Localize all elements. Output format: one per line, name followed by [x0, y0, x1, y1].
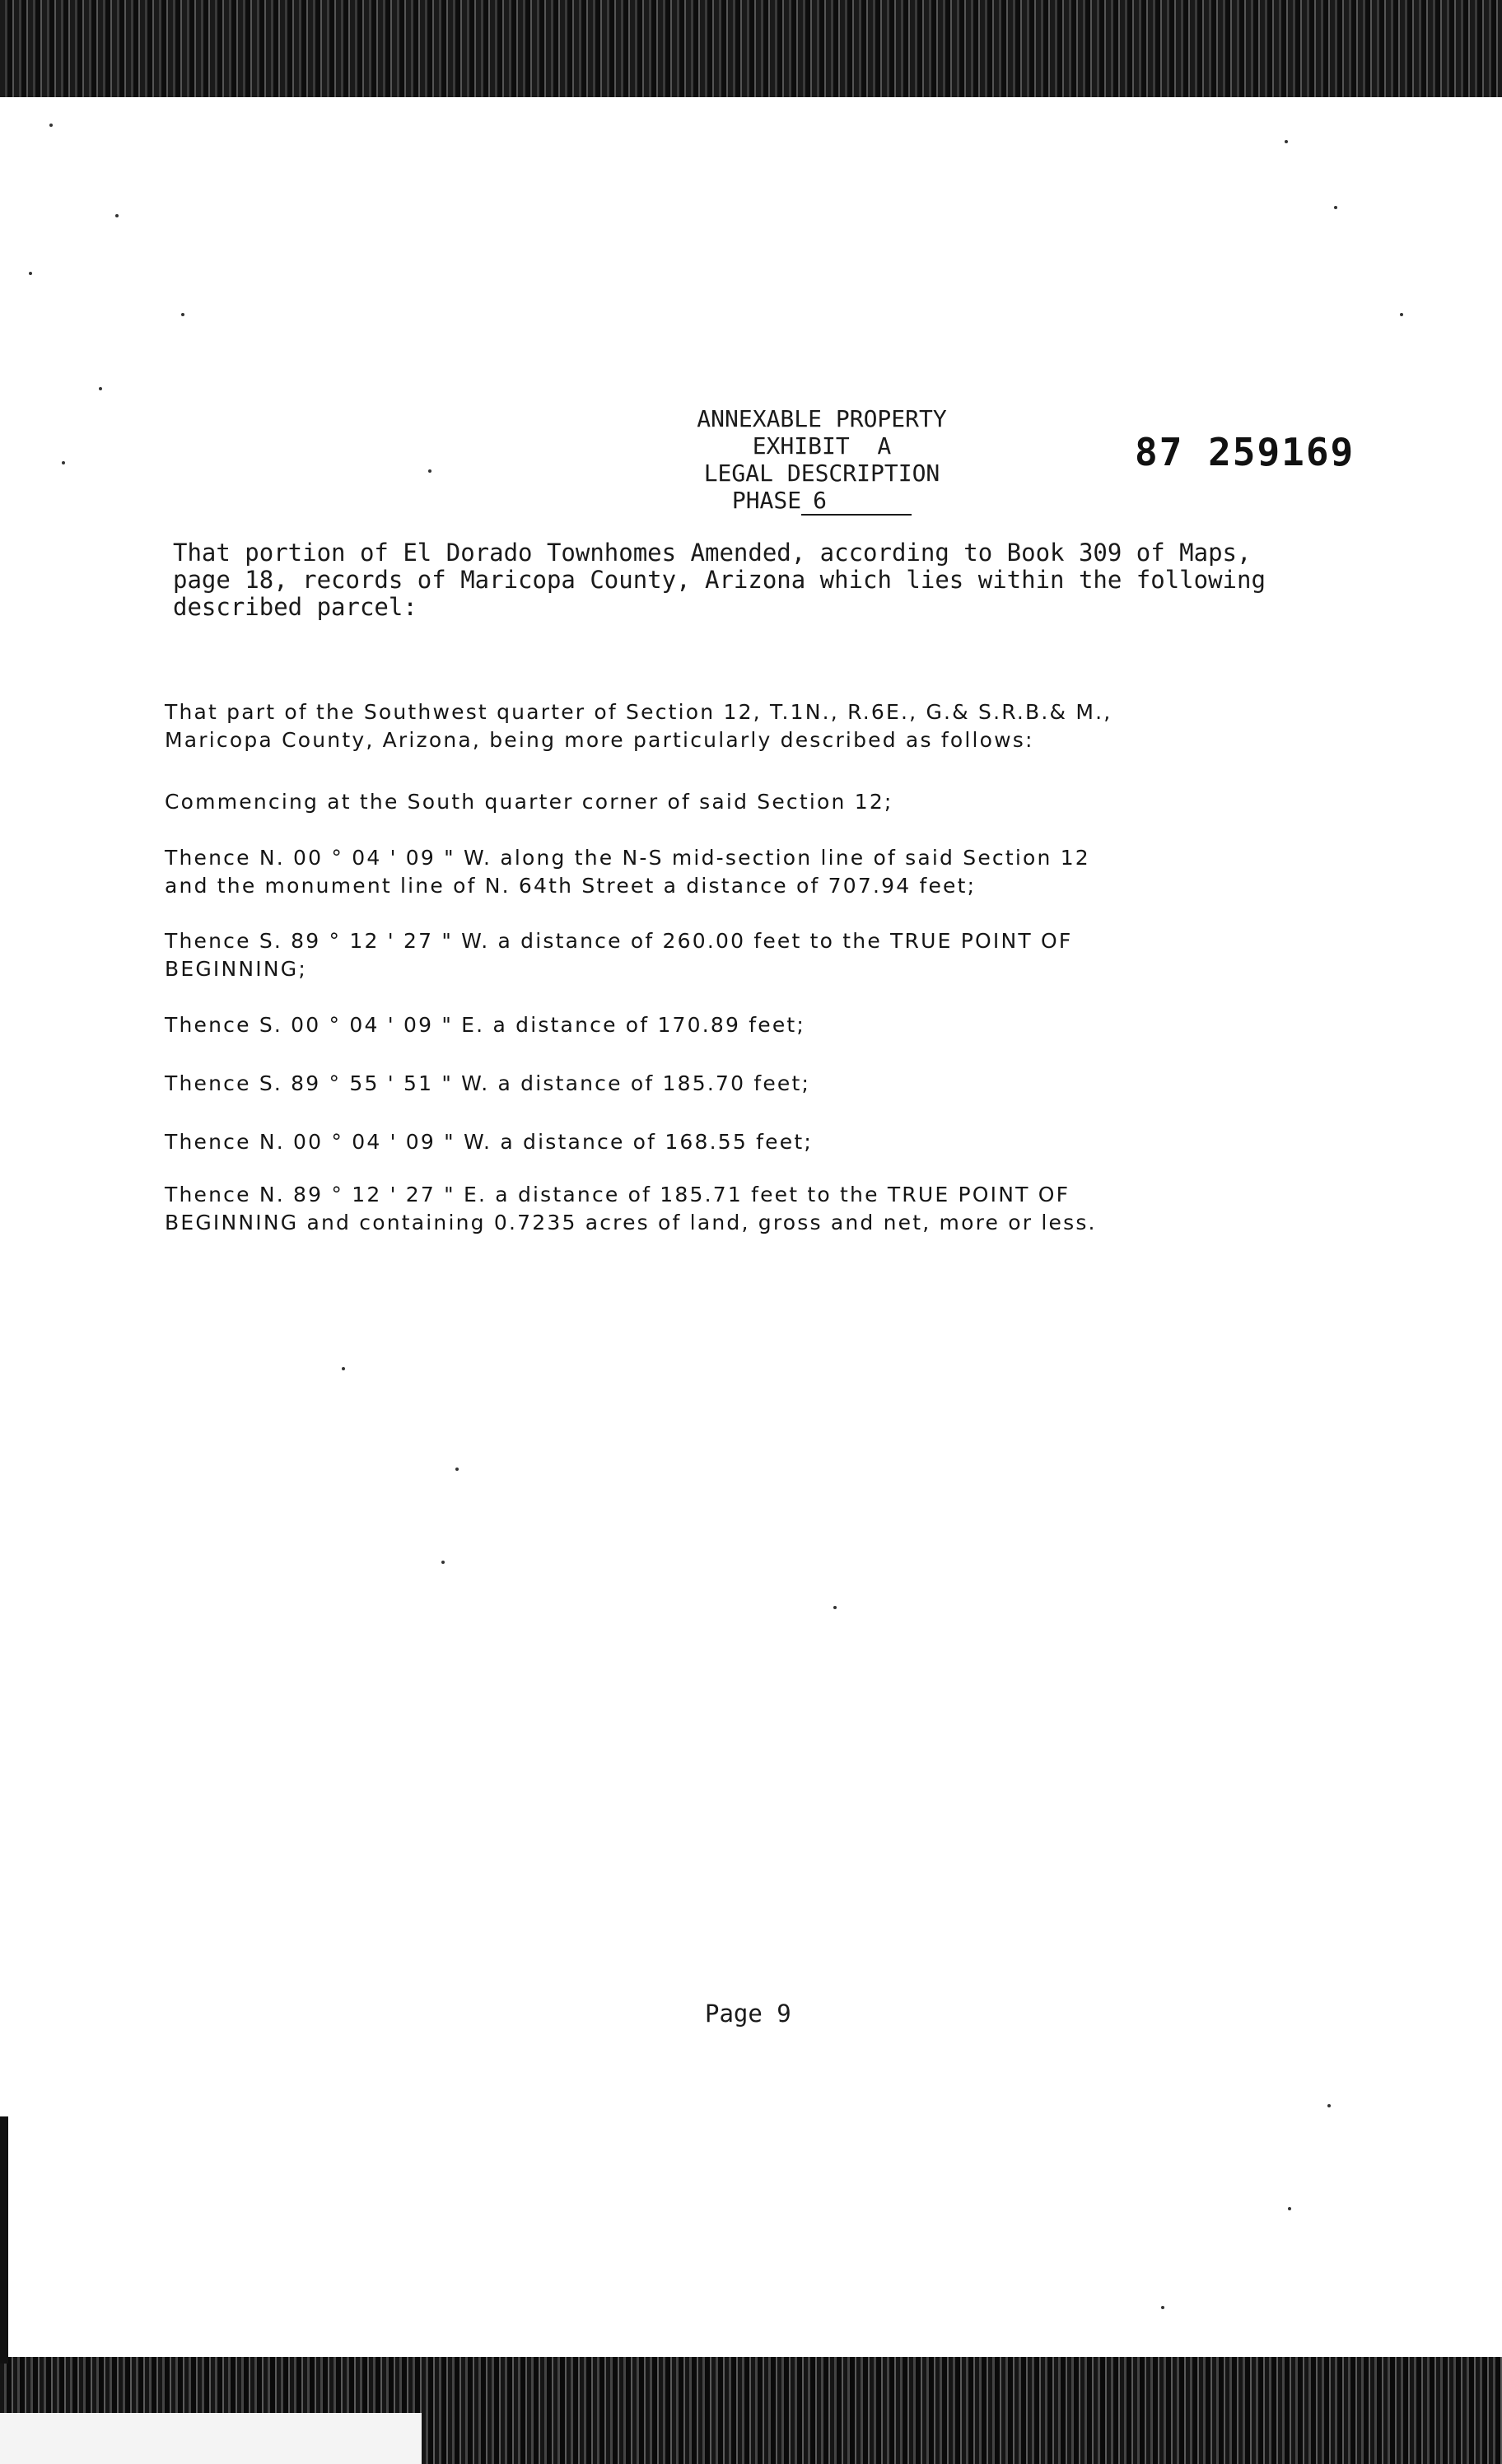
scan-patch — [0, 2413, 422, 2464]
header-title: ANNEXABLE PROPERTY — [697, 405, 947, 432]
course-3: Thence S. 00 ° 04 ' 09 " E. a distance of 170.89 feet; — [165, 1013, 806, 1037]
scan-edge-left — [0, 2116, 8, 2364]
recording-number: 87 259169 — [1135, 430, 1355, 474]
header-exhibit: EXHIBIT A — [752, 432, 892, 460]
exhibit-header — [674, 405, 970, 516]
course-6: Thence N. 89 ° 12 ' 27 " E. a distance of 185.71 feet to the TRUE POINT OF BEGINNING and containing 0.7235 acres of land, gross and net, more or less. — [165, 1183, 1097, 1234]
commencing-point: Commencing at the South quarter corner of said Section 12; — [165, 790, 893, 814]
scan-border-top — [0, 0, 1502, 97]
course-5: Thence N. 00 ° 04 ' 09 " W. a distance of 168.55 feet; — [165, 1130, 813, 1154]
course-4: Thence S. 89 ° 55 ' 51 " W. a distance of 185.70 feet; — [165, 1071, 811, 1095]
phase-label: PHASE — [731, 487, 802, 514]
header-phase — [732, 487, 912, 516]
course-2: Thence S. 89 ° 12 ' 27 " W. a distance of 260.00 feet to the TRUE POINT OF BEGINNING; — [165, 929, 1073, 981]
course-1: Thence N. 00 ° 04 ' 09 " W. along the N-S mid-section line of said Section 12 and the monument line of N. 64th Street a distance of 707.94 feet; — [165, 846, 1090, 898]
header-legal-description: LEGAL DESCRIPTION — [703, 460, 940, 487]
phase-value: 6 — [801, 487, 912, 516]
page-number: Page 9 — [705, 2000, 791, 2028]
parcel-description: That part of the Southwest quarter of Section 12, T.1N., R.6E., G.& S.R.B.& M., Maricopa County, Arizona, being more particularly described as follows: — [165, 700, 1113, 752]
intro-paragraph: That portion of El Dorado Townhomes Amended, according to Book 309 of Maps, page 18, records of Maricopa County, Arizona which lies within the following described parcel: — [173, 539, 1266, 621]
